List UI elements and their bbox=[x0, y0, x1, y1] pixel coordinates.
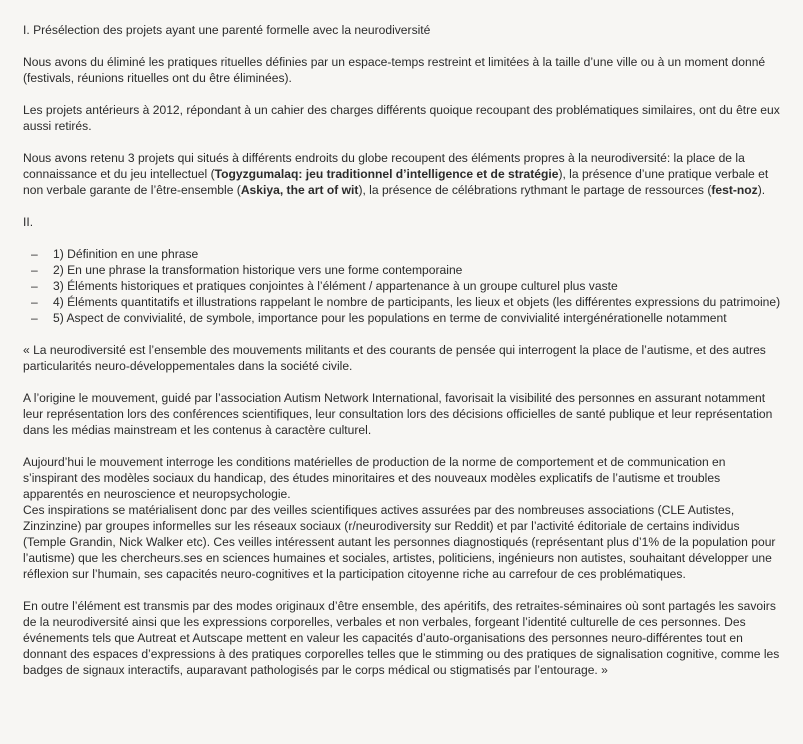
paragraph-rituals: Nous avons du éliminé les pratiques rituelles définies par un espace-temps restreint et limitées à la taille d’une ville ou à un moment donné (festivals, réunions rituelles ont du être éliminées). bbox=[23, 55, 766, 85]
quote-transmission: En outre l’élément est transmis par des modes originaux d’être ensemble, des apéritifs, des retraites-séminaires où sont partagés les savoirs de la neurodiversité ainsi que les expressions corporelles, verbales et non verbales, forgeant l’identité culturelle de ces personnes. Des événements tels que Autreat et Autscape mettent en valeur les capacités d’auto-organisations des personnes neuro-différentes tout en donnant des espaces d’expressions à des pratiques corporelles telles que le stimming ou des pratiques de signalisation cognitive, comme les badges de signaux interactifs, auparavant pathologisés par le corps médical ou stigmatisés par l’entourage. » bbox=[23, 599, 780, 677]
paragraph-text: ), la présence d’une pratique verbale et non verbale garante de l’être-ensemble ( bbox=[23, 167, 769, 197]
paragraph-text: ), la présence de célébrations rythmant le partage de ressources ( bbox=[358, 183, 712, 197]
quote-today: Aujourd’hui le mouvement interroge les conditions matérielles de production de la norme de comportement et de communication en s’inspirant des modèles sociaux du handicap, des études minoritaires et des nouveaux modèles explicatifs de l’autisme et troubles apparentés en neuroscience et neuropsychologie. bbox=[23, 455, 726, 501]
project-name-fest-noz: fest-noz bbox=[711, 183, 758, 197]
list-item: – 4) Éléments quantitatifs et illustrations rappelant le nombre de participants, les lieux et objets (les différentes expressions du patrimoine) bbox=[31, 294, 783, 310]
list-item: – 5) Aspect de convivialité, de symbole, importance pour les populations en terme de convivialité intergénérationelle notamment bbox=[31, 310, 783, 326]
quote-inspirations: Ces inspirations se matérialisent donc par des veilles scientifiques actives assurées par des nombreuses associations (CLE Autistes, Zinzinzine) par groupes informelles sur les réseaux sociaux (r/neurodiversity sur Reddit) et par l’activité éditoriale de certains individus (Temple Grandin, Nick Walker etc). Ces veilles intéressent autant les personnes diagnostiqués (représentant plus d’1% de la population pour l’autisme) que les chercheurs.ses en sciences humaines et sociales, artistes, politiciens, ingénieurs non autistes, souhaitant développer une réflexion sur l’humain, ses capacités neuro-cognitives et la participation citoyenne riche au carrefour de ces problématiques. bbox=[23, 503, 776, 581]
project-name-askiya: Askiya, the art of wit bbox=[240, 183, 359, 197]
list-item: – 1) Définition en une phrase bbox=[31, 246, 783, 262]
section-heading-1: I. Présélection des projets ayant une parenté formelle avec la neurodiversité bbox=[23, 23, 431, 37]
paragraph-older-projects: Les projets antérieurs à 2012, répondant à un cahier des charges différents quoique recoupant des problématiques similaires, ont du être eux aussi retirés. bbox=[23, 103, 780, 133]
paragraph-text: Nous avons retenu 3 projets qui situés à différents endroits du globe recoupent des éléments propres à la neurodiversité: la place de la connaissance et du jeu intellectuel ( bbox=[23, 151, 745, 181]
list-item: – 3) Éléments historiques et pratiques conjointes à l’élément / appartenance à un groupe culturel plus vaste bbox=[31, 278, 783, 294]
list-item: – 2) En une phrase la transformation historique vers une forme contemporaine bbox=[31, 262, 783, 278]
criteria-list bbox=[23, 246, 783, 326]
paragraph-text: ). bbox=[757, 183, 766, 197]
quote-origin: A l’origine le mouvement, guidé par l’association Autism Network International, favorisait la visibilité des personnes en assurant notamment leur représentation lors des conférences scientifiques, leur consultation lors des décisions officielles de santé publique et leur représentation dans les médias mainstream et les contenus à caractère culturel. bbox=[23, 391, 773, 437]
project-name-togyzgumalaq: Togyzgumalaq: jeu traditionnel d’intelligence et de stratégie bbox=[214, 167, 559, 181]
paragraph-selected-projects bbox=[23, 150, 783, 198]
quote-definition: « La neurodiversité est l’ensemble des mouvements militants et des courants de pensée qui interrogent la place de l’autisme, et des autres particularités neuro-développementales dans la société civile. bbox=[23, 343, 766, 373]
document-body bbox=[23, 22, 783, 694]
section-heading-2: II. bbox=[23, 215, 34, 229]
